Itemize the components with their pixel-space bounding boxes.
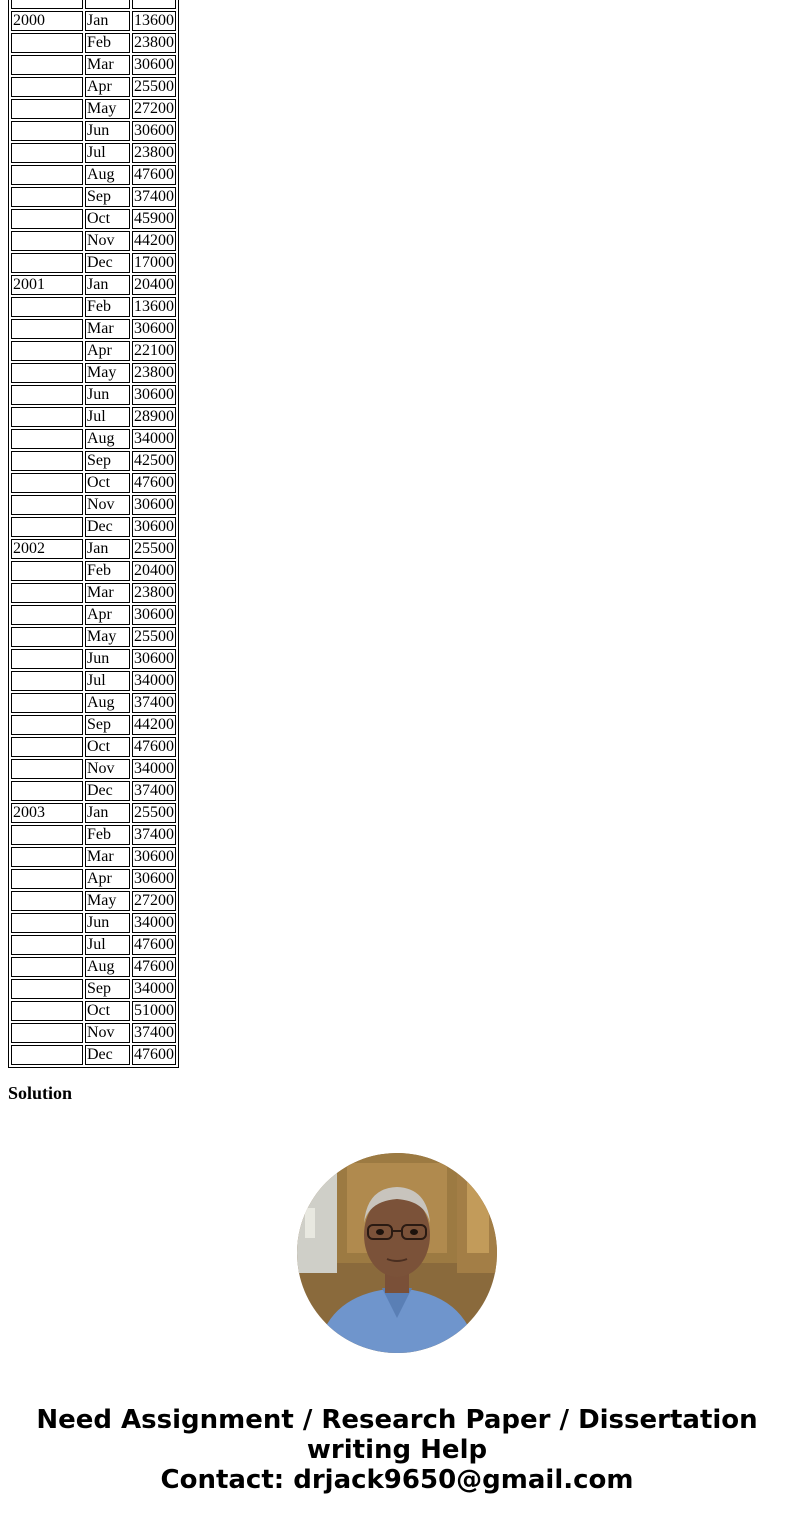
value-cell: 25500 (134, 628, 174, 645)
month-cell: Jul (85, 671, 130, 691)
tutor-avatar (297, 1153, 497, 1353)
value-cell: 30600 (134, 320, 174, 337)
help-line-2: writing Help (306, 1435, 488, 1465)
value-cell: 51000 (134, 1002, 174, 1019)
month-cell: Jun (85, 121, 130, 141)
month-cell: Feb (85, 825, 130, 845)
year-cell (11, 517, 83, 537)
table-row (11, 869, 176, 889)
value-cell: 44200 (134, 232, 174, 249)
value-cell: 25500 (134, 804, 174, 821)
value-cell: 30600 (134, 606, 174, 623)
value-cell: 13600 (134, 12, 174, 29)
value-cell: 47600 (134, 738, 174, 755)
month-cell: May (85, 363, 130, 383)
year-cell (11, 671, 83, 691)
table-row (11, 693, 176, 713)
year-cell: 2000 (11, 11, 83, 31)
year-cell (11, 781, 83, 801)
table-row (11, 759, 176, 779)
month-cell: Nov (85, 495, 130, 515)
table-row (11, 209, 176, 229)
month-cell: Jul (85, 143, 130, 163)
table-row (11, 583, 176, 603)
table-row (11, 1023, 176, 1043)
month-cell: Jun (85, 649, 130, 669)
year-cell (11, 891, 83, 911)
month-cell: Jan (85, 11, 130, 31)
value-cell: 27200 (134, 100, 174, 117)
month-cell: Jan (85, 803, 130, 823)
value-cell: 34000 (134, 760, 174, 777)
year-cell (11, 363, 83, 383)
year-cell (11, 143, 83, 163)
table-row (11, 979, 176, 999)
value-cell: 37400 (134, 826, 174, 843)
value-cell: 30600 (134, 870, 174, 887)
year-cell (11, 473, 83, 493)
table-row (11, 737, 176, 757)
value-cell: 30600 (134, 848, 174, 865)
year-cell (11, 869, 83, 889)
year-cell (11, 649, 83, 669)
month-cell: Mar (85, 55, 130, 75)
month-cell: Sep (85, 979, 130, 999)
month-cell: Dec (85, 781, 130, 801)
table-row (11, 55, 176, 75)
year-cell: 2003 (11, 803, 83, 823)
table-row (11, 1045, 176, 1065)
year-cell (11, 209, 83, 229)
month-cell: Jun (85, 385, 130, 405)
table-row (11, 99, 176, 119)
value-cell: 34000 (134, 430, 174, 447)
table-row (11, 803, 176, 823)
year-cell: 2001 (11, 275, 83, 295)
table-row (11, 935, 176, 955)
table-row (11, 561, 176, 581)
month-cell: Apr (85, 341, 130, 361)
table-row (11, 517, 176, 537)
value-cell: 42500 (134, 452, 174, 469)
table-row (11, 33, 176, 53)
table-row (11, 1001, 176, 1021)
month-cell: Nov (85, 759, 130, 779)
year-cell (11, 407, 83, 427)
month-cell: Aug (85, 957, 130, 977)
table-row (11, 671, 176, 691)
month-cell: Dec (85, 517, 130, 537)
value-cell: 23800 (134, 364, 174, 381)
contact-email[interactable]: Contact: drjack9650@gmail.com (160, 1465, 634, 1495)
year-cell (11, 935, 83, 955)
year-cell (11, 33, 83, 53)
year-cell (11, 847, 83, 867)
year-cell (11, 121, 83, 141)
month-cell: Mar (85, 847, 130, 867)
table-row (11, 297, 176, 317)
year-cell (11, 627, 83, 647)
value-cell: 34000 (134, 980, 174, 997)
table-row (11, 649, 176, 669)
year-cell: 2002 (11, 539, 83, 559)
value-cell: 47600 (134, 1046, 174, 1063)
year-cell (11, 737, 83, 757)
year-cell (11, 253, 83, 273)
month-cell: Feb (85, 297, 130, 317)
table-row (11, 0, 176, 9)
table-row (11, 627, 176, 647)
year-cell (11, 1023, 83, 1043)
table-row (11, 363, 176, 383)
year-cell (11, 451, 83, 471)
year-cell (11, 77, 83, 97)
month-cell: Feb (85, 561, 130, 581)
value-cell: 30600 (134, 122, 174, 139)
year-cell (11, 825, 83, 845)
value-cell: 28900 (134, 408, 174, 425)
month-cell: Dec (85, 1045, 130, 1065)
value-cell: 37400 (134, 188, 174, 205)
table-row (11, 825, 176, 845)
table-row (11, 187, 176, 207)
year-cell (11, 165, 83, 185)
month-cell: Apr (85, 605, 130, 625)
table-row (11, 385, 176, 405)
value-cell: 30600 (134, 56, 174, 73)
table-row (11, 605, 176, 625)
help-banner (0, 1405, 794, 1495)
value-cell: 30600 (134, 518, 174, 535)
year-cell (11, 385, 83, 405)
value-cell: 47600 (134, 936, 174, 953)
year-cell (11, 1045, 83, 1065)
year-cell (11, 231, 83, 251)
table-row (11, 319, 176, 339)
month-cell: Jul (85, 935, 130, 955)
value-cell: 44200 (134, 716, 174, 733)
value-cell: 13600 (134, 298, 174, 315)
month-cell (85, 0, 130, 9)
year-cell (11, 561, 83, 581)
value-cell: 25500 (134, 78, 174, 95)
table-row (11, 231, 176, 251)
table-row (11, 77, 176, 97)
tutor-photo-icon (297, 1153, 497, 1353)
sales-data-table (8, 0, 179, 1068)
month-cell: Jun (85, 913, 130, 933)
value-cell: 30600 (134, 496, 174, 513)
month-cell: Jul (85, 407, 130, 427)
value-cell: 25500 (134, 540, 174, 557)
table-row (11, 253, 176, 273)
year-cell (11, 715, 83, 735)
month-cell: Nov (85, 1023, 130, 1043)
month-cell: Apr (85, 869, 130, 889)
table-row (11, 121, 176, 141)
month-cell: Sep (85, 715, 130, 735)
value-cell: 47600 (134, 474, 174, 491)
month-cell: Nov (85, 231, 130, 251)
table-row (11, 165, 176, 185)
month-cell: Mar (85, 319, 130, 339)
year-cell (11, 913, 83, 933)
value-cell: 23800 (134, 34, 174, 51)
year-cell (11, 341, 83, 361)
year-cell (11, 957, 83, 977)
year-cell (11, 693, 83, 713)
value-cell: 37400 (134, 782, 174, 799)
value-cell: 17000 (134, 254, 174, 271)
month-cell: Dec (85, 253, 130, 273)
month-cell: Apr (85, 77, 130, 97)
year-cell (11, 979, 83, 999)
month-cell: Sep (85, 187, 130, 207)
value-cell: 20400 (134, 562, 174, 579)
value-cell: 47600 (134, 958, 174, 975)
year-cell (11, 99, 83, 119)
table-row (11, 143, 176, 163)
month-cell: Oct (85, 473, 130, 493)
table-row (11, 913, 176, 933)
table-row (11, 407, 176, 427)
year-cell (11, 187, 83, 207)
table-row (11, 957, 176, 977)
month-cell: Oct (85, 1001, 130, 1021)
year-cell (11, 759, 83, 779)
year-cell (11, 297, 83, 317)
month-cell: Aug (85, 429, 130, 449)
year-cell (11, 1001, 83, 1021)
year-cell (11, 429, 83, 449)
value-cell: 22100 (134, 342, 174, 359)
table-row (11, 539, 176, 559)
year-cell (11, 319, 83, 339)
table-row (11, 341, 176, 361)
value-cell (132, 0, 176, 9)
sales-table-body (11, 0, 176, 1065)
year-cell (11, 583, 83, 603)
table-row (11, 847, 176, 867)
value-cell: 45900 (134, 210, 174, 227)
month-cell: Aug (85, 165, 130, 185)
help-line-1: Need Assignment / Research Paper / Dissertation (36, 1405, 758, 1435)
month-cell: Feb (85, 33, 130, 53)
value-cell: 47600 (134, 166, 174, 183)
month-cell: May (85, 891, 130, 911)
month-cell: May (85, 99, 130, 119)
table-row (11, 473, 176, 493)
value-cell: 37400 (134, 1024, 174, 1041)
value-cell: 23800 (134, 584, 174, 601)
table-row (11, 781, 176, 801)
month-cell: May (85, 627, 130, 647)
value-cell: 34000 (134, 914, 174, 931)
value-cell: 23800 (134, 144, 174, 161)
table-row (11, 495, 176, 515)
value-cell: 37400 (134, 694, 174, 711)
value-cell: 27200 (134, 892, 174, 909)
value-cell: 30600 (134, 650, 174, 667)
year-cell (11, 55, 83, 75)
table-row (11, 429, 176, 449)
table-row (11, 11, 176, 31)
month-cell: Oct (85, 737, 130, 757)
table-row (11, 451, 176, 471)
month-cell: Oct (85, 209, 130, 229)
month-cell: Jan (85, 275, 130, 295)
table-row (11, 715, 176, 735)
month-cell: Mar (85, 583, 130, 603)
value-cell: 30600 (134, 386, 174, 403)
month-cell: Sep (85, 451, 130, 471)
month-cell: Aug (85, 693, 130, 713)
value-cell: 20400 (134, 276, 174, 293)
solution-heading: Solution (8, 1083, 73, 1103)
year-cell (11, 605, 83, 625)
value-cell: 34000 (134, 672, 174, 689)
year-cell (11, 495, 83, 515)
table-row (11, 275, 176, 295)
table-row (11, 891, 176, 911)
month-cell: Jan (85, 539, 130, 559)
year-cell (11, 0, 83, 9)
